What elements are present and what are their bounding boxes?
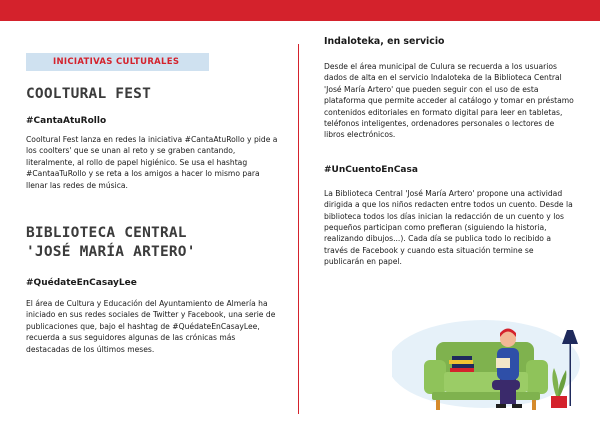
column-divider [298,44,299,414]
reading-on-sofa-illustration [392,308,588,414]
cooltural-hashtag: #CantaAtuRollo [26,116,107,126]
indaloteka-title: Indaloteka, en servicio [324,36,445,47]
quedate-hashtag: #QuédateEnCasayLee [26,278,137,289]
biblioteca-title-line1: BIBLIOTECA CENTRAL [26,225,187,242]
uncuento-hashtag: #UnCuentoEnCasa [324,164,418,175]
uncuento-body: La Biblioteca Central 'José María Artero' propone una actividad dirigida a que los niños redacten entre todos un cuento. Desde la biblioteca todos los días inician la redacción de un cuento y los pequeños participan como prefieran (siguiendo la historia, realizando dibujos...). Cada día se publica todo lo recibido a través de Facebook y cuando esta situación termine se publicarán en papel. [324,188,573,267]
biblioteca-title [26,224,278,262]
quedate-body: El área de Cultura y Educación del Ayuntamiento de Almería ha iniciado en sus redes sociales de Twitter y Facebook, una serie de publicaciones que, bajo el hashtag de #QuédateEnCasayLee, recuerda a sus seguidores algunas de las crónicas más destacadas de los últimos meses. [26,299,276,354]
biblioteca-title-line2: 'JOSÉ MARÍA ARTERO' [26,244,196,261]
cooltural-title: COOLTURAL FEST [26,86,152,102]
right-column [324,36,576,268]
section-tag: INICIATIVAS CULTURALES [26,53,209,71]
indaloteka-body: Desde el área municipal de Culura se recuerda a los usuarios dados de alta en el servicio Indaloteka de la Biblioteca Central 'José María Artero' que pueden seguir con el uso de esta plataforma que permite acceder al catálogo y tomar en préstamo contenidos editoriales en formato digital para leer en tabletas, teléfonos inteligentes, ordenadores personales o lectores de libros electrónicos. [324,62,574,140]
top-red-bar [0,0,600,21]
left-column [26,49,278,355]
cooltural-body: Cooltural Fest lanza en redes la iniciativa #CantaAtuRollo y pide a los coolters' que se unan al reto y se graben cantando, literalmente, al rollo de papel higiénico. Se usa el hashtag #CantaaTuRollo y se reta a los amigos a hacer lo mismo para llenar las redes de música. [26,135,278,190]
